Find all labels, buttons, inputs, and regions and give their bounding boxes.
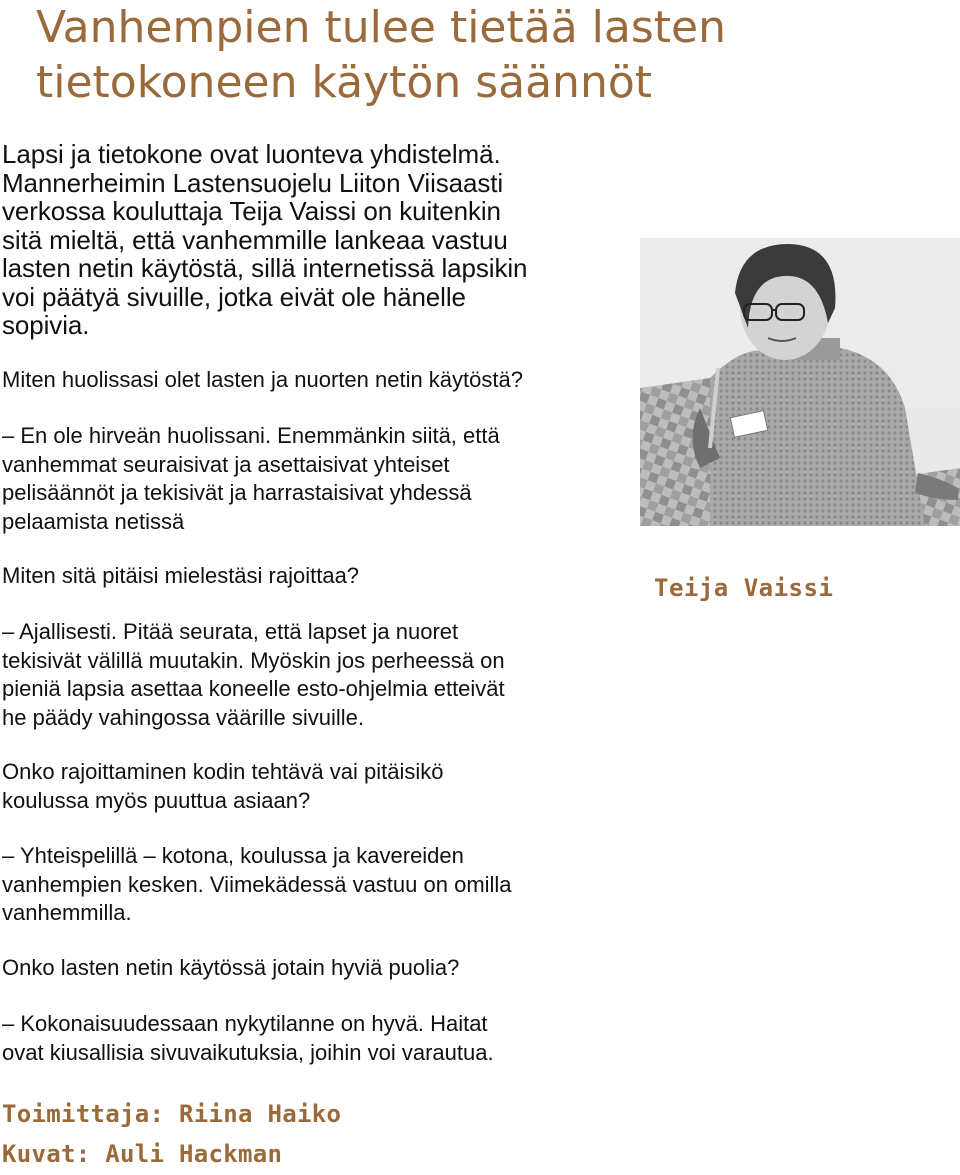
- question-line: Onko lasten netin käytössä jotain hyviä puolia?: [2, 955, 460, 980]
- answer-line: vanhempien kesken. Viimekädessä vastuu on omilla: [2, 871, 512, 897]
- question-line: Miten huolissasi olet lasten ja nuorten netin käytöstä?: [2, 367, 523, 392]
- intro-line: verkossa kouluttaja Teija Vaissi on kuitenkin: [2, 196, 501, 226]
- title-line: tietokoneen käytön säännöt: [36, 57, 652, 108]
- answer-line: – Ajallisesti. Pitää seurata, että lapset ja nuoret: [2, 619, 459, 644]
- title-line: Vanhempien tulee tietää lasten: [36, 2, 726, 53]
- answer-line: – Kokonaisuudessaan nykytilanne on hyvä. Haitat: [2, 1011, 488, 1036]
- answer-line: pieniä lapsia asettaa koneelle esto-ohjelmia etteivät: [2, 676, 505, 701]
- question-1: [2, 366, 632, 395]
- answer-2: [2, 618, 632, 732]
- answer-line: he päädy vahingossa väärille sivuille.: [2, 704, 364, 730]
- answer-1: [2, 422, 632, 536]
- question-line: Onko rajoittaminen kodin tehtävä vai pitäisikö: [2, 759, 444, 784]
- question-3: [2, 758, 632, 815]
- question-4: [2, 954, 632, 983]
- photo-credit: Kuvat: Auli Hackman: [2, 1140, 283, 1168]
- answer-3: [2, 842, 632, 928]
- portrait-photo: [640, 238, 960, 526]
- answer-line: vanhemmilla.: [2, 900, 132, 925]
- answer-4: [2, 1010, 632, 1067]
- answer-line: ovat kiusallisia sivuvaikutuksia, joihin voi varautua.: [2, 1039, 494, 1065]
- question-line: koulussa myös puuttua asiaan?: [2, 787, 311, 813]
- intro-line: Lapsi ja tietokone ovat luonteva yhdistelmä.: [2, 139, 501, 169]
- answer-line: pelisäännöt ja tekisivät ja harrastaisivat yhdessä: [2, 480, 472, 505]
- article-title: [36, 0, 936, 110]
- intro-paragraph: [2, 140, 632, 340]
- answer-line: – En ole hirveän huolissani. Enemmänkin siitä, että: [2, 423, 500, 448]
- question-line: Miten sitä pitäisi mielestäsi rajoittaa?: [2, 563, 360, 588]
- intro-line: lasten netin käytöstä, sillä internetissä lapsikin: [2, 253, 528, 283]
- intro-line: voi päätyä sivuille, jotka eivät ole hänelle: [2, 281, 466, 312]
- answer-line: – Yhteispelillä – kotona, koulussa ja kavereiden: [2, 843, 464, 868]
- answer-line: pelaamista netissä: [2, 508, 185, 534]
- editor-credit: Toimittaja: Riina Haiko: [2, 1100, 342, 1128]
- intro-line: sopivia.: [2, 310, 90, 340]
- answer-line: tekisivät välillä muutakin. Myöskin jos perheessä on: [2, 647, 505, 673]
- intro-line: Mannerheimin Lastensuojelu Liiton Viisaasti: [2, 167, 504, 198]
- question-2: [2, 562, 632, 591]
- answer-line: vanhemmat seuraisivat ja asettaisivat yhteiset: [2, 451, 450, 477]
- photo-caption: Teija Vaissi: [654, 574, 834, 602]
- intro-line: sitä mieltä, että vanhemmille lankeaa vastuu: [2, 224, 508, 255]
